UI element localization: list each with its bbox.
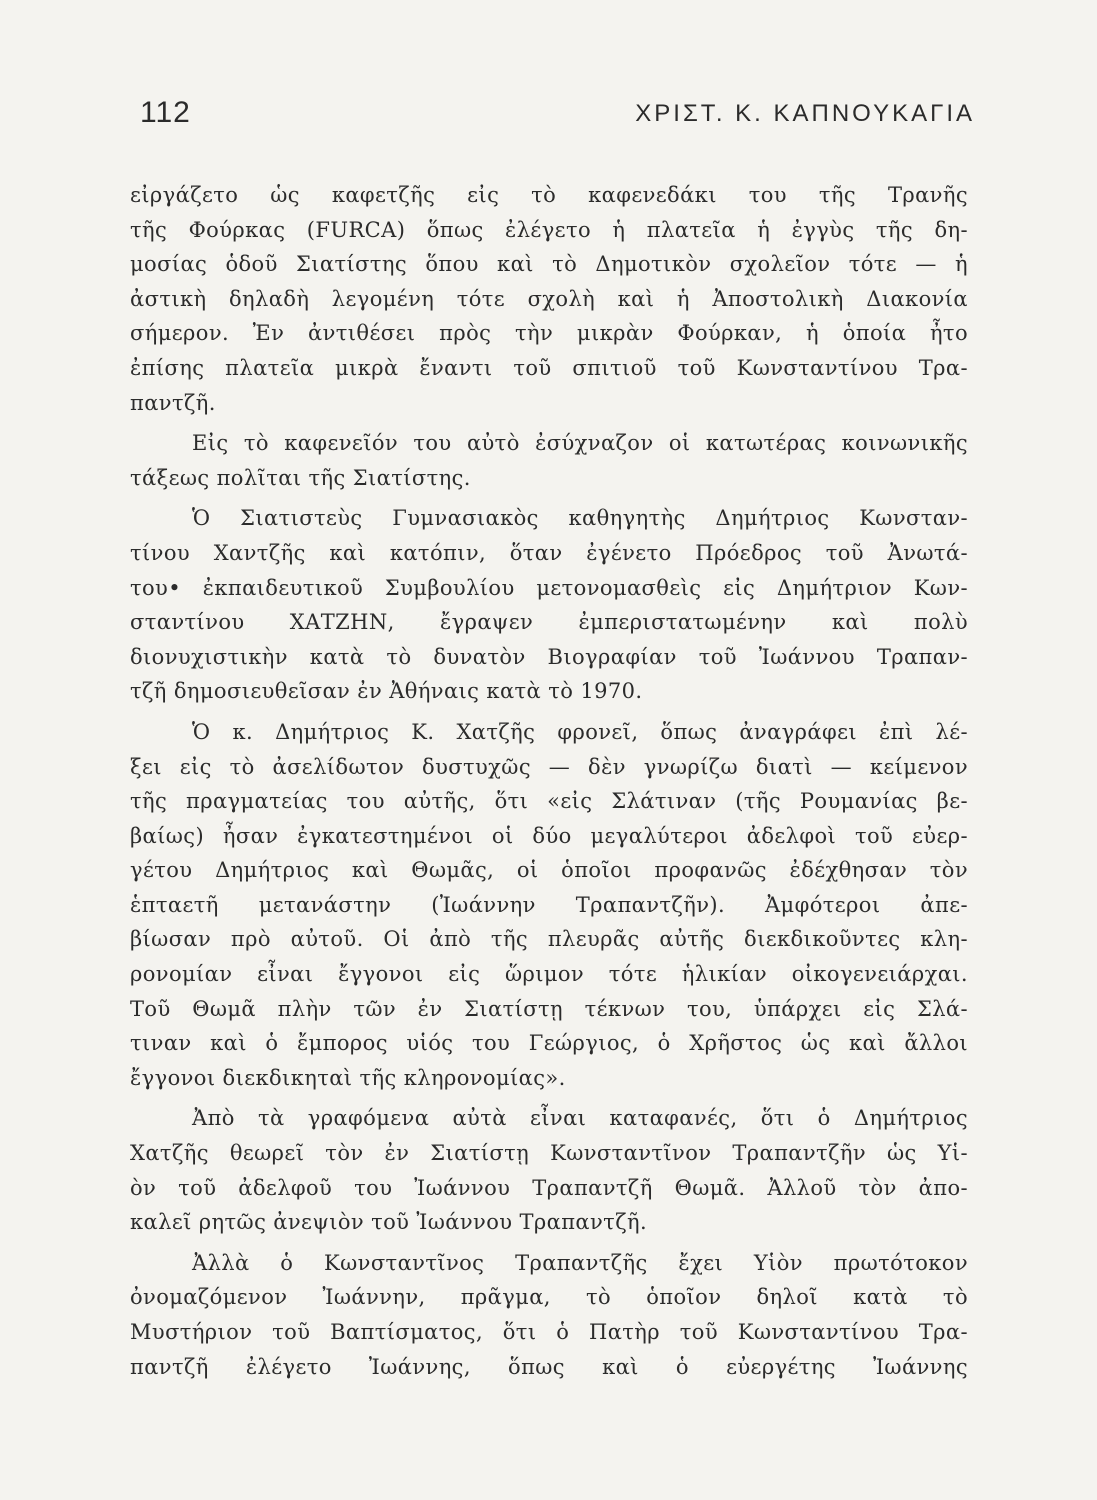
text-line: καλεῖ ρητῶς ἀνεψιὸν τοῦ Ἰωάννου Τραπαντζῆ. (130, 1210, 648, 1235)
text-line: μοσίας ὁδοῦ Σιατίστης ὅπου καὶ τὸ Δημοτικὸν σχολεῖον τότε — ἡ (130, 252, 968, 277)
text-line: ἔγγονοι διεκδικηταὶ τῆς κληρονομίας». (130, 1065, 566, 1090)
text-line: Ὁ Σιατιστεὺς Γυμνασιακὸς καθηγητὴς Δημήτριος Κωνσταν- (192, 506, 968, 531)
text-line: τίνου Χαντζῆς καὶ κατόπιν, ὅταν ἐγένετο Πρόεδρος τοῦ Ἀνωτά- (130, 540, 968, 565)
text-line: Ὁ κ. Δημήτριος Κ. Χατζῆς φρονεῖ, ὅπως ἀναγράφει ἐπὶ λέ- (192, 719, 968, 744)
text-line: Ἀπὸ τὰ γραφόμενα αὐτὰ εἶναι καταφανές, ὅτι ὁ Δημήτριος (192, 1106, 968, 1131)
text-line: παντζῆ ἐλέγετο Ἰωάννης, ὅπως καὶ ὁ εὐεργέτης Ἰωάννης (130, 1354, 968, 1379)
text-line: τῆς Φούρκας (FURCA) ὅπως ἐλέγετο ἡ πλατεῖα ἡ ἐγγὺς τῆς δη- (130, 217, 968, 242)
text-line: ξει εἰς τὸ ἀσελίδωτον δυστυχῶς — δὲν γνωρίζω διατὶ — κείμενον (130, 754, 968, 779)
text-line: τῆς πραγματείας του αὐτῆς, ὅτι «εἰς Σλάτιναν (τῆς Ρουμανίας βε- (130, 789, 968, 814)
text-line: βαίως) ἦσαν ἐγκατεστημένοι οἱ δύο μεγαλύτεροι ἀδελφοὶ τοῦ εὐερ- (130, 823, 968, 848)
text-line: τζῆ δημοσιευθεῖσαν ἐν Ἀθήναις κατὰ τὸ 1970. (130, 679, 643, 704)
text-line: βίωσαν πρὸ αὐτοῦ. Οἱ ἀπὸ τῆς πλευρᾶς αὐτῆς διεκδικοῦντες κλη- (130, 927, 968, 952)
text-line: ἀστικὴ δηλαδὴ λεγομένη τότε σχολὴ καὶ ἡ Ἀποστολικὴ Διακονία (130, 286, 968, 311)
text-line: τιναν καὶ ὁ ἔμπορος υἱός του Γεώργιος, ὁ Χρῆστος ὡς καὶ ἄλλοι (130, 1031, 968, 1056)
text-line: ἐπίσης πλατεῖα μικρὰ ἔναντι τοῦ σπιτιοῦ τοῦ Κωνσταντίνου Τρα- (130, 355, 968, 380)
text-line: τάξεως πολῖται τῆς Σιατίστης. (130, 465, 471, 490)
running-head (140, 96, 975, 136)
text-line: του• ἐκπαιδευτικοῦ Συμβουλίου μετονομασθεὶς εἰς Δημήτριον Κων- (130, 575, 968, 600)
body-text (130, 178, 968, 1384)
text-line: Τοῦ Θωμᾶ πλὴν τῶν ἐν Σιατίστῃ τέκνων του, ὑπάρχει εἰς Σλά- (130, 996, 968, 1021)
text-line: ὸν τοῦ ἀδελφοῦ του Ἰωάννου Τραπαντζῆ Θωμᾶ. Ἀλλοῦ τὸν ἀπο- (130, 1175, 968, 1200)
page-number: 112 (140, 96, 191, 129)
text-line: ρονομίαν εἶναι ἔγγονοι εἰς ὥριμον τότε ἡλικίαν οἰκογενειάρχαι. (130, 962, 968, 987)
text-line: διονυχιστικὴν κατὰ τὸ δυνατὸν Βιογραφίαν τοῦ Ἰωάννου Τραπαν- (130, 644, 968, 669)
text-line: Χατζῆς θεωρεῖ τὸν ἐν Σιατίστῃ Κωνσταντῖνον Τραπαντζῆν ὡς Υἱ- (130, 1141, 968, 1166)
text-line: εἰργάζετο ὡς καφετζῆς εἰς τὸ καφενεδάκι του τῆς Τρανῆς (130, 183, 968, 207)
text-line: Μυστήριον τοῦ Βαπτίσματος, ὅτι ὁ Πατὴρ τοῦ Κωνσταντίνου Τρα- (130, 1320, 968, 1344)
text-line: Ἀλλὰ ὁ Κωνσταντῖνος Τραπαντζῆς ἔχει Υἱὸν πρωτότοκον (192, 1250, 968, 1275)
text-line: γέτου Δημήτριος καὶ Θωμᾶς, οἱ ὁποῖοι προφανῶς ἐδέχθησαν τὸν (130, 858, 968, 883)
text-line: παντζῆ. (130, 390, 216, 415)
text-line: ὀνομαζόμενον Ἰωάννην, πρᾶγμα, τὸ ὁποῖον δηλοῖ κατὰ τὸ (130, 1285, 968, 1310)
text-line: Εἰς τὸ καφενεῖόν του αὐτὸ ἐσύχναζον οἱ κατωτέρας κοινωνικῆς (192, 431, 968, 456)
running-title: ΧΡΙΣΤ. Κ. ΚΑΠΝΟΥΚΑΓΙΑ (635, 100, 975, 127)
text-line: ἑπταετῆ μετανάστην (Ἰωάννην Τραπαντζῆν). Ἀμφότεροι ἀπε- (130, 892, 968, 917)
text-line: σταντίνου ΧΑΤΖΗΝ, ἔγραψεν ἐμπεριστατωμένην καὶ πολὺ (130, 610, 968, 635)
text-line: σήμερον. Ἐν ἀντιθέσει πρὸς τὴν μικρὰν Φούρκαν, ἡ ὁποία ἦτο (130, 321, 968, 346)
